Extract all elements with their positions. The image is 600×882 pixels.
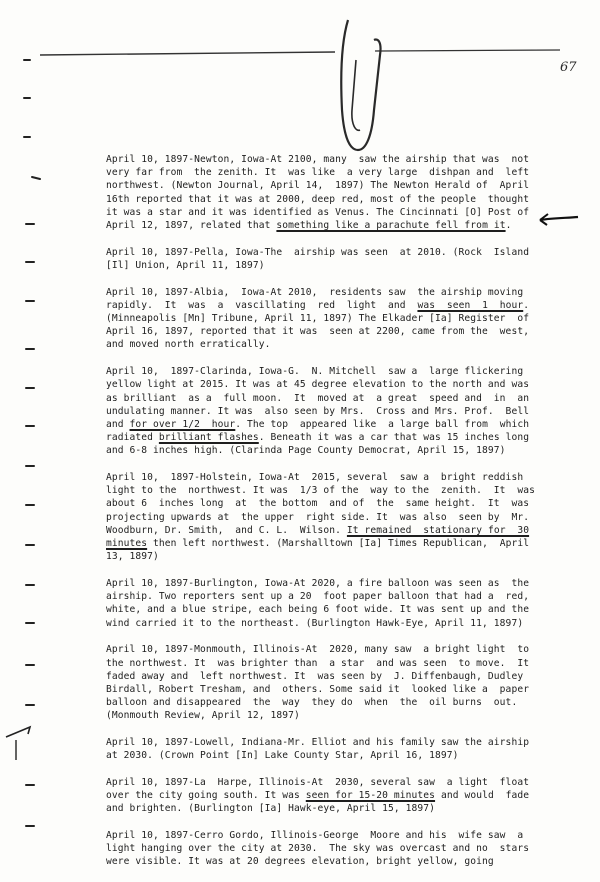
text-line: [106, 749, 568, 762]
text-line: [106, 193, 568, 206]
text-segment: about 6 inches long at the bottom and of the same height. It was: [106, 498, 530, 510]
text-line: [106, 246, 568, 259]
text-segment: as brilliant as a full moon. It moved at a great speed and in an: [106, 392, 530, 404]
text-line: [106, 444, 568, 457]
text-segment: balloon and disappeared the way they do when the oil burns out.: [106, 697, 518, 709]
text-line: [106, 550, 568, 563]
text-segment: white, and a blue stripe, each being 6 foot wide. It was sent up and the: [106, 604, 530, 616]
text-segment: . Beneath it was a car that was 15 inches long: [258, 432, 530, 444]
text-line: [106, 643, 568, 656]
text-segment: April 10, 1897-Clarinda, Iowa-G. N. Mitchell saw a large flickering: [106, 366, 524, 378]
underlined-text: for over 1/2 hour: [129, 418, 236, 430]
text-line: [106, 802, 568, 815]
sighting-entry: [106, 776, 568, 816]
text-line: [106, 789, 568, 802]
sighting-entry: [106, 471, 568, 563]
text-segment: projecting upwards at the upper right side. It was also seen by Mr.: [106, 511, 530, 523]
text-line: [106, 153, 568, 166]
document-body: [106, 153, 568, 882]
text-segment: and 6-8 inches high. (Clarinda Page County Democrat, April 15, 1897): [106, 445, 506, 457]
sighting-entry: [106, 365, 568, 457]
text-line: [106, 471, 568, 484]
text-segment: faded away and left northwest. It was seen by J. Diffenbaugh, Dudley: [106, 670, 524, 682]
text-segment: Woodburn, Dr. Smith, and C. L. Wilson.: [106, 524, 347, 536]
underlined-text: something like a parachute fell from it: [276, 220, 506, 232]
text-segment: April 10, 1897-Pella, Iowa-The airship was seen at 2010. (Rock Island: [106, 246, 530, 258]
text-segment: Birdall, Robert Tresham, and others. Some said it looked like a paper: [106, 683, 530, 695]
text-line: [106, 829, 568, 842]
text-segment: and brighten. (Burlington [Ia] Hawk-eye, April 15, 1897): [106, 803, 436, 815]
text-segment: radiated: [106, 432, 159, 444]
text-segment: rapidly. It was a vascillating red light and: [106, 299, 418, 311]
text-line: [106, 405, 568, 418]
text-segment: . The top appeared like a large ball from which: [235, 418, 530, 430]
underlined-text: was seen 1 hour: [417, 299, 524, 311]
text-segment: at 2030. (Crown Point [In] Lake County Star, April 16, 1897): [106, 750, 459, 762]
text-segment: April 10, 1897-Holstein, Iowa-At 2015, several saw a bright reddish: [106, 472, 524, 484]
text-segment: April 10, 1897-La Harpe, Illinois-At 2030, several saw a light float: [106, 776, 530, 788]
sighting-entry: [106, 736, 568, 762]
underlined-text: brilliant flashes: [158, 432, 259, 444]
text-line: [106, 617, 568, 630]
text-segment: April 10, 1897-Cerro Gordo, Illinois-George Moore and his wife saw a: [106, 830, 524, 842]
text-segment: light hanging over the city at 2030. The sky was overcast and no stars: [106, 843, 530, 855]
sighting-entry: [106, 643, 568, 722]
text-segment: (Monmouth Review, April 12, 1897): [106, 710, 300, 722]
text-line: [106, 392, 568, 405]
text-segment: northwest. (Newton Journal, April 14, 1897) The Newton Herald of April: [106, 180, 530, 192]
text-line: [106, 511, 568, 524]
text-line: [106, 590, 568, 603]
text-line: [106, 855, 568, 868]
underlined-text: seen for 15-20 minutes: [305, 790, 436, 802]
text-segment: yellow light at 2015. It was at 45 degree elevation to the north and was: [106, 379, 530, 391]
text-line: [106, 537, 568, 550]
text-line: [106, 206, 568, 219]
text-segment: April 12, 1897, related that: [106, 220, 277, 232]
text-line: [106, 657, 568, 670]
text-segment: very far from the zenith. It was like a very large dishpan and left: [106, 167, 530, 179]
text-segment: and would fade: [435, 790, 530, 802]
text-line: [106, 299, 568, 312]
text-line: [106, 603, 568, 616]
text-segment: over the city going south. It was: [106, 790, 306, 802]
text-line: [106, 776, 568, 789]
text-line: [106, 378, 568, 391]
text-segment: April 10, 1897-Burlington, Iowa-At 2020, a fire balloon was seen as the: [106, 577, 530, 589]
text-line: [106, 497, 568, 510]
text-line: [106, 166, 568, 179]
text-line: [106, 683, 568, 696]
sighting-entry: [106, 829, 568, 869]
text-segment: April 10, 1897-Albia, Iowa-At 2010, residents saw the airship moving: [106, 286, 524, 298]
text-segment: .: [523, 299, 530, 311]
text-line: [106, 219, 568, 232]
text-segment: (Minneapolis [Mn] Tribune, April 11, 1897) The Elkader [Ia] Register of: [106, 313, 530, 325]
sighting-entry: [106, 577, 568, 630]
text-segment: April 10, 1897-Newton, Iowa-At 2100, many saw the airship that was not: [106, 154, 530, 165]
text-line: [106, 312, 568, 325]
text-segment: 13, 1897): [106, 551, 159, 563]
text-segment: the northwest. It was brighter than a star and was seen to move. It: [106, 657, 530, 669]
text-segment: 16th reported that it was at 2000, deep red, most of the people thought: [106, 193, 530, 205]
text-line: [106, 577, 568, 590]
text-segment: undulating manner. It was also seen by Mrs. Cross and Mrs. Prof. Bell: [106, 405, 530, 417]
text-line: [106, 736, 568, 749]
text-line: [106, 365, 568, 378]
text-segment: airship. Two reporters sent up a 20 foot paper balloon that had a red,: [106, 591, 530, 603]
text-segment: [Il] Union, April 11, 1897): [106, 259, 265, 271]
text-segment: it was a star and it was identified as Venus. The Cincinnati [O] Post of: [106, 206, 530, 218]
text-segment: and moved north erratically.: [106, 339, 271, 351]
sighting-entry: [106, 246, 568, 272]
text-segment: were visible. It was at 20 degrees elevation, bright yellow, going: [106, 856, 494, 868]
text-line: [106, 418, 568, 431]
text-line: [106, 696, 568, 709]
page-number: 67: [560, 60, 577, 75]
text-line: [106, 259, 568, 272]
underlined-text: It remained stationary for 30: [346, 524, 530, 536]
text-segment: then left northwest. (Marshalltown [Ia] Times Republican, April: [147, 538, 530, 550]
text-segment: light to the northwest. It was 1/3 of the way to the zenith. It was: [106, 485, 535, 497]
text-line: [106, 709, 568, 722]
text-line: [106, 484, 568, 497]
text-segment: April 10, 1897-Monmouth, Illinois-At 2020, many saw a bright light to: [106, 644, 530, 656]
text-line: [106, 431, 568, 444]
text-segment: April 10, 1897-Lowell, Indiana-Mr. Elliot and his family saw the airship: [106, 737, 530, 749]
text-line: [106, 286, 568, 299]
text-line: [106, 842, 568, 855]
text-segment: April 16, 1897, reported that it was seen at 2200, came from the west,: [106, 326, 530, 338]
text-line: [106, 179, 568, 192]
sighting-entry: [106, 286, 568, 352]
text-line: [106, 524, 568, 537]
text-segment: .: [505, 220, 512, 232]
underlined-text: minutes: [106, 538, 148, 550]
text-segment: wind carried it to the northeast. (Burlington Hawk-Eye, April 11, 1897): [106, 617, 524, 629]
text-line: [106, 338, 568, 351]
text-line: [106, 670, 568, 683]
text-line: [106, 325, 568, 338]
sighting-entry: [106, 153, 568, 232]
text-segment: and: [106, 418, 130, 430]
